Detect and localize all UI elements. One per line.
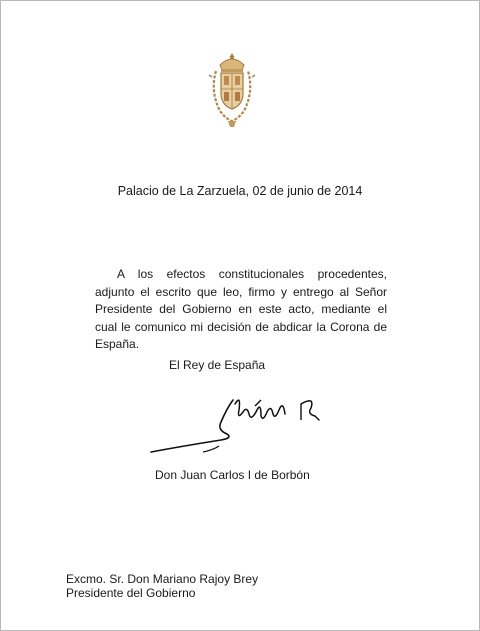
addressee-name: Excmo. Sr. Don Mariano Rajoy Brey xyxy=(66,572,259,586)
signatory-name: Don Juan Carlos I de Borbón xyxy=(155,468,310,482)
addressee-position: Presidente del Gobierno xyxy=(66,586,196,600)
place-date-line: Palacio de La Zarzuela, 02 de junio de 2014 xyxy=(117,184,363,198)
handwritten-signature xyxy=(143,386,333,461)
addressee-block xyxy=(66,572,258,600)
signatory-title: El Rey de España xyxy=(169,358,266,372)
royal-coat-of-arms-icon xyxy=(204,51,260,129)
letter-body: A los efectos constitucionales procedentes, adjunto el escrito que leo, firmo y entrego al Señor Presidente del Gobierno en este acto, mediante el cual le comunico mi decisión de abdicar la Corona de España. xyxy=(95,267,387,351)
